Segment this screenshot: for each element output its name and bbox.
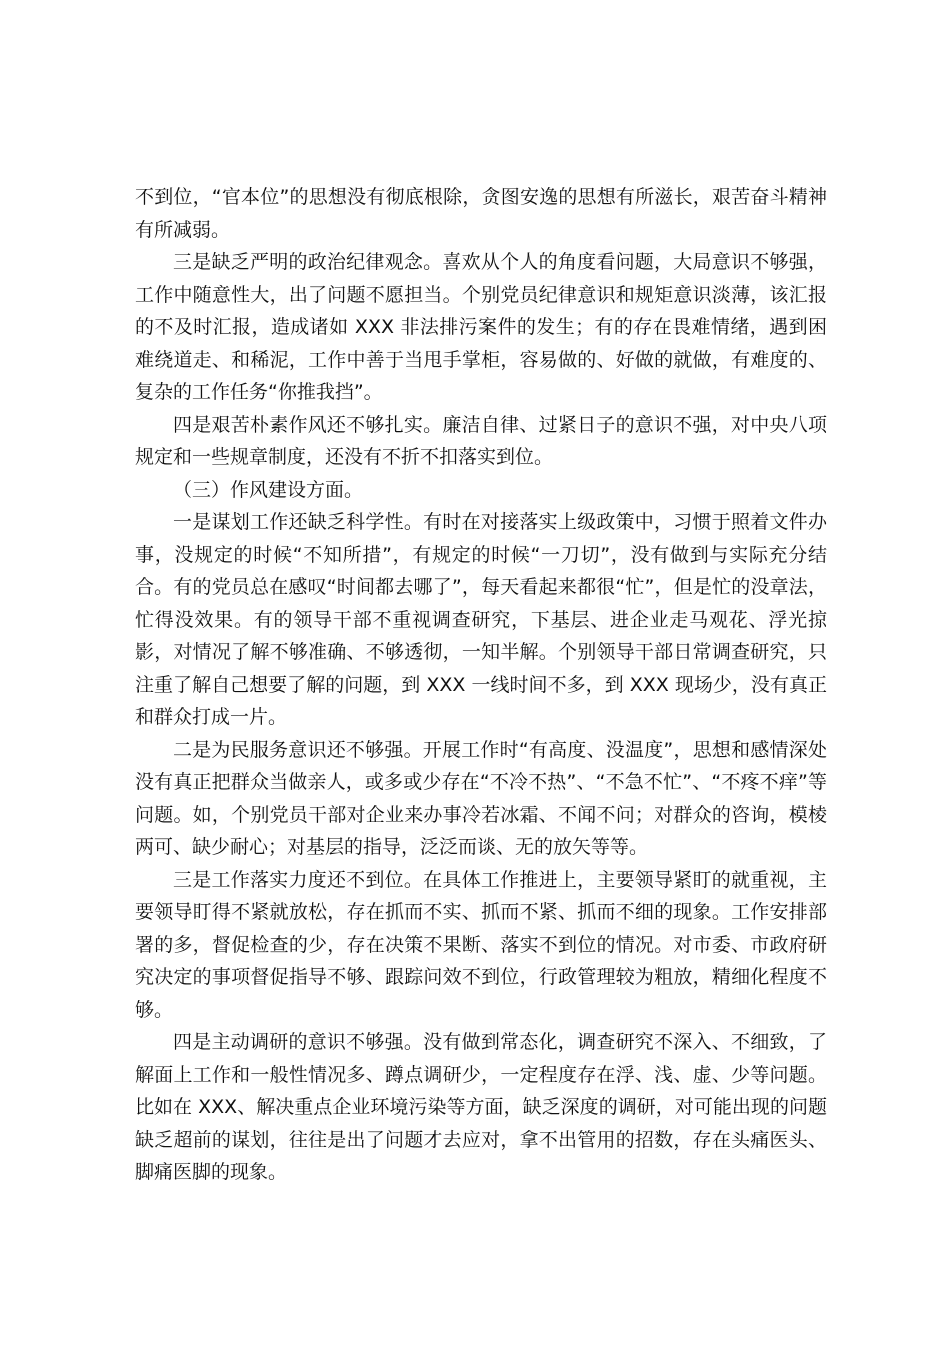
paragraph-frugal-style: 四是艰苦朴素作风还不够扎实。廉洁自律、过紧日子的意识不强，对中央八项规定和一些规章制度，还没有不折不扣落实到位。: [135, 413, 827, 468]
paragraph-research: 四是主动调研的意识不够强。没有做到常态化，调查研究不深入、不细致，了解面上工作和一般性情况多、蹲点调研少，一定程度存在浮、浅、虚、少等问题。比如在 XXX、解决重点企业环境污染等方面，缺乏深度的调研，对可能出现的问题缺乏超前的谋划，往往是出了问题才去应对，拿不出管用的招数，存在头痛医头、脚痛医脚的现象。: [135, 1031, 827, 1183]
paragraph-political-discipline: 三是缺乏严明的政治纪律观念。喜欢从个人的角度看问题，大局意识不够强，工作中随意性大，出了问题不愿担当。个别党员纪律意识和规矩意识淡薄，该汇报的不及时汇报，造成诸如 XXX 非法排污案件的发生；有的存在畏难情绪，遇到困难绕道走、和稀泥，工作中善于当甩手掌柜，容易做的、好做的就做，有难度的、复杂的工作任务“你推我挡”。: [135, 251, 827, 403]
paragraph-service-awareness: 二是为民服务意识还不够强。开展工作时“有高度、没温度”，思想和感情深处没有真正把群众当做亲人，或多或少存在“不冷不热”、“不急不忙”、“不疼不痒”等问题。如，个别党员干部对企业来办事冷若冰霜、不闻不问；对群众的咨询，模棱两可、缺少耐心；对基层的指导，泛泛而谈、无的放矢等等。: [135, 738, 827, 858]
paragraph-continuation: 不到位，“官本位”的思想没有彻底根除，贪图安逸的思想有所滋长，艰苦奋斗精神有所减弱。: [135, 186, 827, 241]
paragraph-planning: 一是谋划工作还缺乏科学性。有时在对接落实上级政策中，习惯于照着文件办事，没规定的时候“不知所措”，有规定的时候“一刀切”，没有做到与实际充分结合。有的党员总在感叹“时间都去哪了”，每天看起来都很“忙”，但是忙的没章法，忙得没效果。有的领导干部不重视调查研究，下基层、进企业走马观花、浮光掠影，对情况了解不够准确、不够透彻，一知半解。个别领导干部日常调查研究，只注重了解自己想要了解的问题，到 XXX 一线时间不多，到 XXX 现场少，没有真正和群众打成一片。: [135, 511, 827, 728]
paragraph-implementation: 三是工作落实力度还不到位。在具体工作推进上，主要领导紧盯的就重视，主要领导盯得不紧就放松，存在抓而不实、抓而不紧、抓而不细的现象。工作安排部署的多，督促检查的少，存在决策不果断、落实不到位的情况。对市委、市政府研究决定的事项督促指导不够、跟踪问效不到位，行政管理较为粗放，精细化程度不够。: [135, 868, 827, 1021]
document-body: [135, 181, 827, 1189]
section-heading-work-style: （三）作风建设方面。: [173, 478, 364, 501]
